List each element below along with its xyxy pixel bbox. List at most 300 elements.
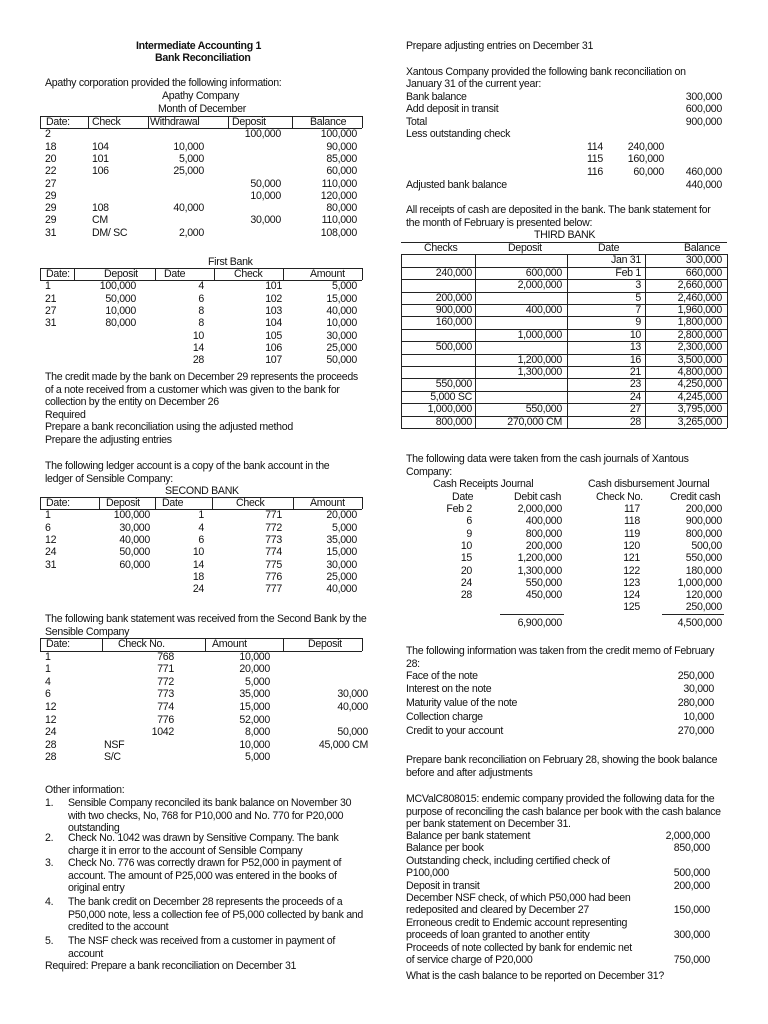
table-cell: 80,000 (105, 317, 136, 330)
recon-amount: 900,000 (685, 115, 722, 128)
check-amount: 160,000 (627, 153, 664, 166)
rule-line (401, 354, 727, 355)
journal-cell: Feb 2 (446, 503, 472, 515)
table-cell: 8,000 (244, 726, 270, 739)
adjusting-entries-line: Prepare adjusting entries on December 31 (406, 40, 594, 52)
table-cell: 270,000 CM (507, 415, 562, 428)
adjusted-balance-amount: 440,000 (685, 179, 722, 191)
mcq-amount: 150,000 (673, 904, 710, 917)
table-cell: 4,800,000 (677, 366, 722, 378)
recon-label: Total (406, 115, 427, 128)
table-cell: NSF (104, 738, 125, 751)
table-cell: 40,000 (119, 533, 150, 546)
journal-cell: 120,000 (685, 589, 722, 602)
table-cell: 40,000 (326, 304, 357, 317)
table-cell: Feb 1 (615, 266, 641, 279)
column-divider (155, 268, 156, 280)
table-cell: 5 (635, 291, 641, 304)
table-cell: 6 (45, 688, 51, 701)
column-header: Date (452, 491, 474, 503)
apathy-company: Apathy Company (162, 90, 240, 102)
table-cell: 30,000 (250, 214, 281, 227)
mcq-amount: 850,000 (673, 842, 710, 855)
table-cell: 9 (635, 316, 641, 329)
journal-cell: 250,000 (685, 601, 722, 614)
memo-label: Maturity value of the note (406, 697, 518, 709)
rule-line (40, 268, 362, 269)
list-item-text: The NSF check was received from a customer in payment of account (68, 935, 335, 960)
list-number: 1. (45, 797, 54, 809)
table-cell: 776 (157, 713, 174, 726)
table-cell: 29 (45, 214, 57, 227)
mcq-label: redeposited and cleared by December 27 (406, 904, 589, 917)
column-header: Check No. (596, 491, 643, 503)
table-cell: 100,000 (320, 128, 357, 141)
table-cell: 3,795,000 (677, 403, 722, 416)
table-cell: 4 (198, 280, 204, 293)
mcq-label: Balance per bank statement (406, 830, 531, 842)
table-cell: 60,000 (326, 165, 357, 178)
table-cell: 106 (265, 341, 282, 354)
other-info-heading: Other information: (45, 784, 125, 796)
list-number: 5. (45, 935, 54, 947)
table-cell: 8 (198, 317, 204, 330)
journal-cell: 800,000 (685, 527, 722, 540)
table-cell: 28 (629, 415, 641, 428)
table-cell: 1 (198, 509, 204, 522)
mcq-label: proceeds of loan granted to another entity (406, 929, 590, 942)
journal-cell: 125 (623, 601, 640, 614)
table-cell: 774 (157, 701, 174, 713)
table-cell: 103 (265, 304, 282, 317)
mcq-amount: 200,000 (673, 879, 710, 892)
check-number: 116 (587, 165, 603, 178)
rule-line (662, 614, 724, 615)
table-cell: 240,000 (435, 266, 472, 279)
journal-cell: 200,000 (525, 539, 562, 552)
table-cell: 6 (198, 292, 204, 305)
rule-line (40, 280, 362, 281)
journal-cell: 400,000 (525, 515, 562, 528)
column-header: Debit cash (514, 491, 562, 503)
table-cell: 1 (45, 280, 51, 293)
column-divider (727, 254, 728, 428)
recon-label: Less outstanding check (406, 127, 511, 140)
table-cell: 1042 (151, 726, 174, 739)
column-divider (645, 254, 646, 428)
journal-cell: 117 (624, 503, 640, 515)
column-header: Date: (46, 116, 70, 128)
receipts-paragraph: All receipts of cash are deposited in the bank. The bank statement for the month of February is presented below: (406, 204, 711, 229)
rule-line (401, 341, 727, 342)
table-cell: 1,000,000 (517, 328, 562, 341)
journal-cell: 900,000 (685, 515, 722, 528)
table-cell: 8 (198, 304, 204, 317)
column-header: Date: (46, 638, 70, 650)
recon-label: Add deposit in transit (406, 103, 499, 116)
check-amount: 60,000 (633, 165, 664, 178)
column-header: Credit cash (670, 491, 721, 503)
table-cell: 30,000 (119, 521, 150, 534)
table-cell: 110,000 (321, 177, 357, 190)
journal-cell: 550,000 (685, 552, 722, 565)
table-cell: 6 (198, 533, 204, 546)
journal-cell: 122 (623, 564, 640, 577)
table-cell: 85,000 (326, 152, 357, 165)
table-cell: 500,000 (435, 341, 472, 354)
table-cell: 50,000 (337, 726, 368, 739)
journal-cell: 450,000 (525, 589, 562, 602)
table-cell: 900,000 (435, 304, 472, 316)
column-divider (292, 116, 293, 128)
table-cell: 400,000 (525, 304, 562, 316)
recon-amount: 300,000 (685, 91, 722, 103)
list-number: 4. (45, 896, 54, 908)
journal-cell: 1,300,000 (517, 564, 562, 577)
table-cell: 13 (629, 341, 641, 354)
journal-cell: 24 (460, 576, 472, 589)
column-divider (40, 638, 41, 651)
check-number: 114 (587, 141, 603, 153)
rule-line (401, 428, 727, 429)
table-cell: 50,000 (326, 354, 357, 367)
column-divider (567, 254, 568, 428)
table-cell: 90,000 (326, 140, 357, 153)
column-divider (362, 638, 363, 651)
journal-cell: 123 (623, 576, 640, 589)
mcq-label: Proceeds of note collected by bank for endemic net (406, 941, 632, 954)
journal-cell: 550,000 (525, 576, 562, 589)
column-header: Date: (46, 268, 70, 280)
table-cell: 300,000 (685, 254, 722, 267)
table-cell: 600,000 (525, 266, 562, 279)
table-cell: 27 (45, 177, 57, 190)
table-cell: 20,000 (326, 509, 357, 522)
journal-cell: 124 (623, 589, 640, 602)
table-cell: 5,000 (244, 751, 270, 764)
table-cell: 21 (45, 292, 57, 305)
column-divider (205, 638, 206, 651)
required-heading: Required (45, 409, 86, 421)
table-cell: 660,000 (685, 266, 722, 279)
memo-amount: 10,000 (683, 711, 714, 723)
title: Intermediate Accounting 1 (136, 40, 262, 52)
table-cell: CM (92, 214, 108, 227)
memo-amount: 250,000 (677, 670, 714, 682)
table-cell: 40,000 (326, 583, 357, 596)
table-cell: 160,000 (435, 316, 472, 329)
table-cell: 5,000 (331, 521, 357, 534)
journal-cell: 119 (624, 527, 640, 540)
column-header: Deposit (508, 242, 542, 254)
journal-cell: 118 (624, 515, 640, 528)
table-cell: 12 (45, 713, 57, 726)
journal-cell: 500,00 (691, 539, 722, 552)
table-cell: 2,000 (178, 226, 204, 239)
table-cell: 5,000 (244, 675, 270, 688)
table-cell: S/C (104, 751, 121, 764)
table-cell: 18 (192, 570, 204, 583)
table-cell: 28 (45, 738, 57, 751)
column-header: Deposit (308, 638, 342, 650)
column-header: Withdrawal (150, 116, 200, 128)
third-bank-heading: THIRD BANK (534, 229, 596, 241)
table-cell: 12 (45, 701, 57, 713)
column-divider (293, 497, 294, 509)
table-cell: 30,000 (326, 558, 357, 571)
column-divider (40, 268, 41, 280)
rule-line (401, 279, 727, 280)
table-cell: 2,300,000 (677, 341, 722, 354)
table-cell: 105 (265, 329, 282, 342)
table-cell: 24 (45, 726, 57, 739)
table-cell: 1,000,000 (427, 403, 472, 416)
table-cell: 1 (45, 663, 51, 676)
rule-line (401, 292, 727, 293)
rule-line (401, 254, 727, 255)
table-cell: 108,000 (320, 226, 357, 239)
table-cell: 12 (45, 533, 57, 546)
rule-line (401, 391, 727, 392)
table-cell: 28 (192, 354, 204, 367)
table-cell: 2,660,000 (677, 279, 722, 292)
journal-cell: 1,000,000 (677, 576, 722, 589)
rule-line (401, 378, 727, 379)
rule-line (401, 329, 727, 330)
table-cell: 1,200,000 (517, 353, 562, 366)
table-cell: 5,000 (331, 280, 357, 293)
table-cell: 104 (265, 317, 282, 330)
table-cell: 771 (265, 509, 282, 522)
table-cell: Jan 31 (610, 254, 641, 267)
table-cell: 15,000 (326, 546, 357, 559)
table-cell: 24 (45, 546, 57, 559)
table-cell: 5,000 (178, 152, 204, 165)
table-cell: 3,500,000 (677, 353, 722, 366)
rule-line (401, 366, 727, 367)
list-item-text: Check No. 1042 was drawn by Sensitive Company. The bank charge it in error to the account of Sensible Company (68, 832, 339, 857)
table-cell: 10 (629, 328, 641, 341)
table-cell: 2 (45, 128, 51, 141)
rule-line (401, 403, 727, 404)
column-header: Deposit (106, 497, 140, 509)
table-cell: 3 (635, 279, 641, 292)
journal-cell: 200,000 (685, 503, 722, 515)
mcq-label: Outstanding check, including certified check of (406, 854, 610, 867)
column-header: Date (162, 497, 184, 509)
table-cell: 102 (265, 292, 282, 305)
table-cell: 25,000 (173, 165, 204, 178)
table-cell: 40,000 (337, 701, 368, 713)
table-cell: 774 (265, 546, 282, 559)
journal-cell: 121 (623, 552, 640, 565)
mcq-label: December NSF check, of which P50,000 had been (406, 892, 631, 904)
table-cell: 1,800,000 (677, 316, 722, 329)
journal-cell: 180,000 (685, 564, 722, 577)
table-cell: 29 (45, 202, 57, 215)
required-item-2: Prepare the adjusting entries (45, 434, 172, 446)
rule-line (40, 509, 362, 510)
table-cell: 775 (265, 558, 282, 571)
table-cell: 20,000 (239, 663, 270, 676)
journal-cell: 9 (466, 527, 472, 540)
journal-cell: 800,000 (525, 527, 562, 540)
column-divider (362, 268, 363, 280)
column-divider (102, 638, 103, 651)
rule-line (500, 614, 564, 615)
column-header: Balance (310, 116, 347, 128)
table-cell: 35,000 (239, 688, 270, 701)
mcq-question: What is the cash balance to be reported on December 31? (406, 970, 664, 982)
table-cell: 45,000 CM (318, 738, 368, 751)
table-cell: 24 (629, 390, 641, 403)
table-cell: 30,000 (337, 688, 368, 701)
journal-cell: 6 (466, 515, 472, 528)
mcq-label: P100,000 (406, 867, 449, 880)
column-divider (228, 116, 229, 128)
table-cell: 101 (92, 152, 109, 165)
table-cell: 772 (265, 521, 282, 534)
table-cell: 100,000 (113, 509, 150, 522)
column-header: Date (598, 242, 620, 254)
table-cell: 21 (629, 366, 641, 378)
table-cell: 14 (192, 558, 204, 571)
table-cell: 1,300,000 (517, 366, 562, 378)
table-cell: 800,000 (435, 415, 472, 428)
table-cell: 80,000 (326, 202, 357, 215)
journal-total-debit: 6,900,000 (517, 617, 562, 629)
ledger-intro-paragraph: The following ledger account is a copy of the bank account in the ledger of Sensible Company: (45, 460, 330, 485)
xantous-intro-2: January 31 of the current year: (406, 78, 541, 90)
table-cell: 4,250,000 (677, 378, 722, 391)
journal-total-credit: 4,500,000 (677, 617, 722, 629)
table-cell: 5,000 SC (430, 390, 472, 403)
credit-memo-paragraph: The following information was taken from the credit memo of February 28: (406, 645, 715, 670)
column-divider (99, 497, 100, 509)
table-cell: 550,000 (435, 378, 472, 391)
table-cell: 772 (157, 675, 174, 688)
mcq-amount: 500,000 (673, 867, 710, 880)
list-number: 2. (45, 832, 54, 844)
column-header: Check No. (118, 638, 165, 650)
rule-line (401, 242, 727, 243)
recon-label: Bank balance (406, 91, 467, 103)
table-cell: 28 (45, 751, 57, 764)
column-divider (362, 116, 363, 128)
check-amount: 240,000 (627, 141, 664, 153)
column-header: Deposit (104, 268, 138, 280)
column-divider (155, 497, 156, 509)
memo-label: Interest on the note (406, 683, 492, 695)
column-header: Checks (424, 242, 458, 254)
table-cell: 120,000 (320, 189, 357, 202)
table-cell: 1 (45, 650, 51, 663)
journal-cell: 10 (460, 539, 472, 552)
table-cell: 50,000 (119, 546, 150, 559)
table-cell: 100,000 (244, 128, 281, 141)
table-cell: 776 (265, 570, 282, 583)
column-divider (475, 254, 476, 428)
check-total: 460,000 (685, 165, 722, 178)
table-cell: 104 (92, 140, 109, 153)
column-header: Amount (310, 497, 345, 509)
column-header: Check (234, 268, 263, 280)
table-cell: 1,960,000 (677, 304, 722, 316)
mcq-paragraph: MCValC808015: endemic company provided the following data for the purpose of reconciling the cash balance per book with the cash balance per bank statement on December 31. (406, 793, 721, 831)
journal-cell: 2,000,000 (517, 503, 562, 515)
column-divider (283, 638, 284, 651)
apathy-month: Month of December (158, 103, 246, 115)
table-cell: 4,245,000 (677, 390, 722, 403)
table-cell: 4 (45, 675, 51, 688)
apathy-intro: Apathy corporation provided the following information: (45, 77, 282, 89)
mcq-amount: 300,000 (673, 929, 710, 942)
table-cell: 106 (92, 165, 109, 178)
required-reconciliation: Required: Prepare a bank reconciliation on December 31 (45, 960, 297, 972)
table-cell: 10,000 (173, 140, 204, 153)
table-cell: 23 (629, 378, 641, 391)
table-cell: 30,000 (326, 329, 357, 342)
table-cell: 3,265,000 (677, 415, 722, 428)
table-cell: 20 (45, 152, 57, 165)
table-cell: 108 (92, 202, 109, 215)
table-cell: 7 (635, 304, 641, 316)
table-cell: 24 (192, 583, 204, 596)
table-cell: 773 (157, 688, 174, 701)
table-cell: 16 (629, 353, 641, 366)
column-divider (148, 116, 149, 128)
recon-amount: 600,000 (685, 103, 722, 116)
column-divider (40, 497, 41, 509)
column-header: Amount (310, 268, 345, 280)
column-divider (401, 254, 402, 428)
table-cell: 27 (629, 403, 641, 416)
table-cell: 10 (192, 546, 204, 559)
column-header: Date: (46, 497, 70, 509)
first-bank-heading: First Bank (208, 256, 253, 268)
table-cell: 10,000 (105, 304, 136, 317)
column-header: Balance (684, 242, 721, 254)
table-cell: 25,000 (326, 570, 357, 583)
table-cell: 29 (45, 189, 57, 202)
prepare-paragraph: Prepare bank reconciliation on February 28, showing the book balance before and after adjustments (406, 754, 718, 779)
table-cell: 101 (265, 280, 282, 293)
table-cell: DM/ SC (92, 226, 128, 239)
mcq-amount: 750,000 (673, 954, 710, 966)
column-divider (212, 497, 213, 509)
column-header: Check (92, 116, 121, 128)
table-cell: 550,000 (525, 403, 562, 416)
statement-intro-paragraph: The following bank statement was received from the Second Bank by the Sensible Company (45, 613, 367, 638)
column-divider (74, 268, 75, 280)
table-cell: 25,000 (326, 341, 357, 354)
table-cell: 50,000 (250, 177, 281, 190)
table-cell: 50,000 (105, 292, 136, 305)
table-cell: 771 (157, 663, 174, 676)
memo-label: Credit to your account (406, 725, 504, 737)
column-divider (283, 268, 284, 280)
cash-receipts-journal-heading: Cash Receipts Journal (433, 478, 534, 490)
rule-line (40, 638, 362, 639)
list-number: 3. (45, 857, 54, 869)
mcq-label: Deposit in transit (406, 879, 480, 892)
note-credit-paragraph: The credit made by the bank on December 29 represents the proceeds of a note received from a customer which was given to the bank for collection by the entity on December 26 (45, 371, 358, 409)
table-cell: 1 (45, 509, 51, 522)
column-header: Date (164, 268, 186, 280)
table-cell: 200,000 (435, 291, 472, 304)
journals-paragraph: The following data were taken from the cash journals of Xantous Company: (406, 453, 689, 478)
table-cell: 15,000 (239, 701, 270, 713)
